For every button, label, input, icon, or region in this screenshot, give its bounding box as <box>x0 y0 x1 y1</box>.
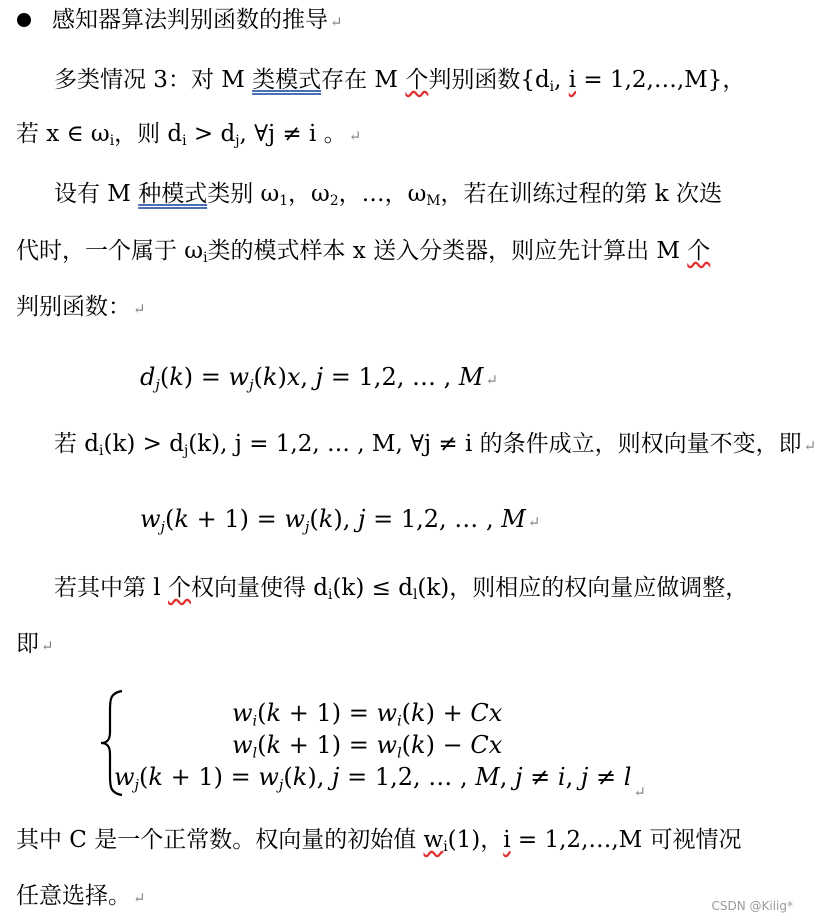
setup-line-3: 判别函数： ↵ <box>16 294 146 320</box>
equation-1: $d_j(k) = w_j(k)x$, j = 1,2, … , M ↵ <box>140 363 499 394</box>
setup-line-2: 代时，一个属于 $\omega_i$类的模式样本 x 送入分类器，则应先计算出 M 个 <box>16 238 711 267</box>
paragraph-mark: ↵ <box>330 13 343 31</box>
system-row-2: $w_l(k + 1) = w_l(k) - Cx$ <box>232 731 503 762</box>
equation-2: $w_j(k + 1) = w_j(k)$, j = 1,2, … , M ↵ <box>140 505 541 536</box>
adjust-line-2: 即 ↵ <box>16 631 54 657</box>
adjust-line-1: 若其中第 l 个权向量使得 $d_i(k) \le d_l(k)$，则相应的权向量应做调整， <box>54 575 749 604</box>
closing-line-1: 其中 C 是一个正常数。权向量的初始值 $w_i(1)$，i = 1,2,…,M 可视情况 <box>16 827 742 856</box>
bullet-icon <box>17 13 31 27</box>
system-row-1: $w_i(k + 1) = w_i(k) + Cx$ <box>232 699 503 730</box>
system-row-3: $w_j(k + 1) = w_j(k)$, j = 1,2, … , M, j ≠ i, $j \ne l_↵$ <box>114 763 646 801</box>
condition-line: 若 $d_i(k) > d_j(k)$, j = 1,2, … , M, ∀j ≠ i 的条件成立，则权向量不变，即 ↵ <box>54 431 816 460</box>
intro-line-1: 多类情况 3：对 M 类模式存在 M 个判别函数{$d_i$, i = 1,2,…,M}， <box>54 67 746 96</box>
closing-line-2: 任意选择。 ↵ <box>16 883 146 909</box>
setup-line-1: 设有 M 种模式类别 $\omega_1$，$\omega_2$，…，$\omega_M$，若在训练过程的第 k 次迭 <box>54 181 723 210</box>
heading: 感知器算法判别函数的推导 ↵ <box>52 7 343 33</box>
intro-line-2: 若 x ∈ $\omega_i$，则 $d_i > d_j$, ∀j ≠ i 。 ↵ <box>16 121 362 150</box>
watermark: CSDN @Kilig* <box>711 899 793 913</box>
